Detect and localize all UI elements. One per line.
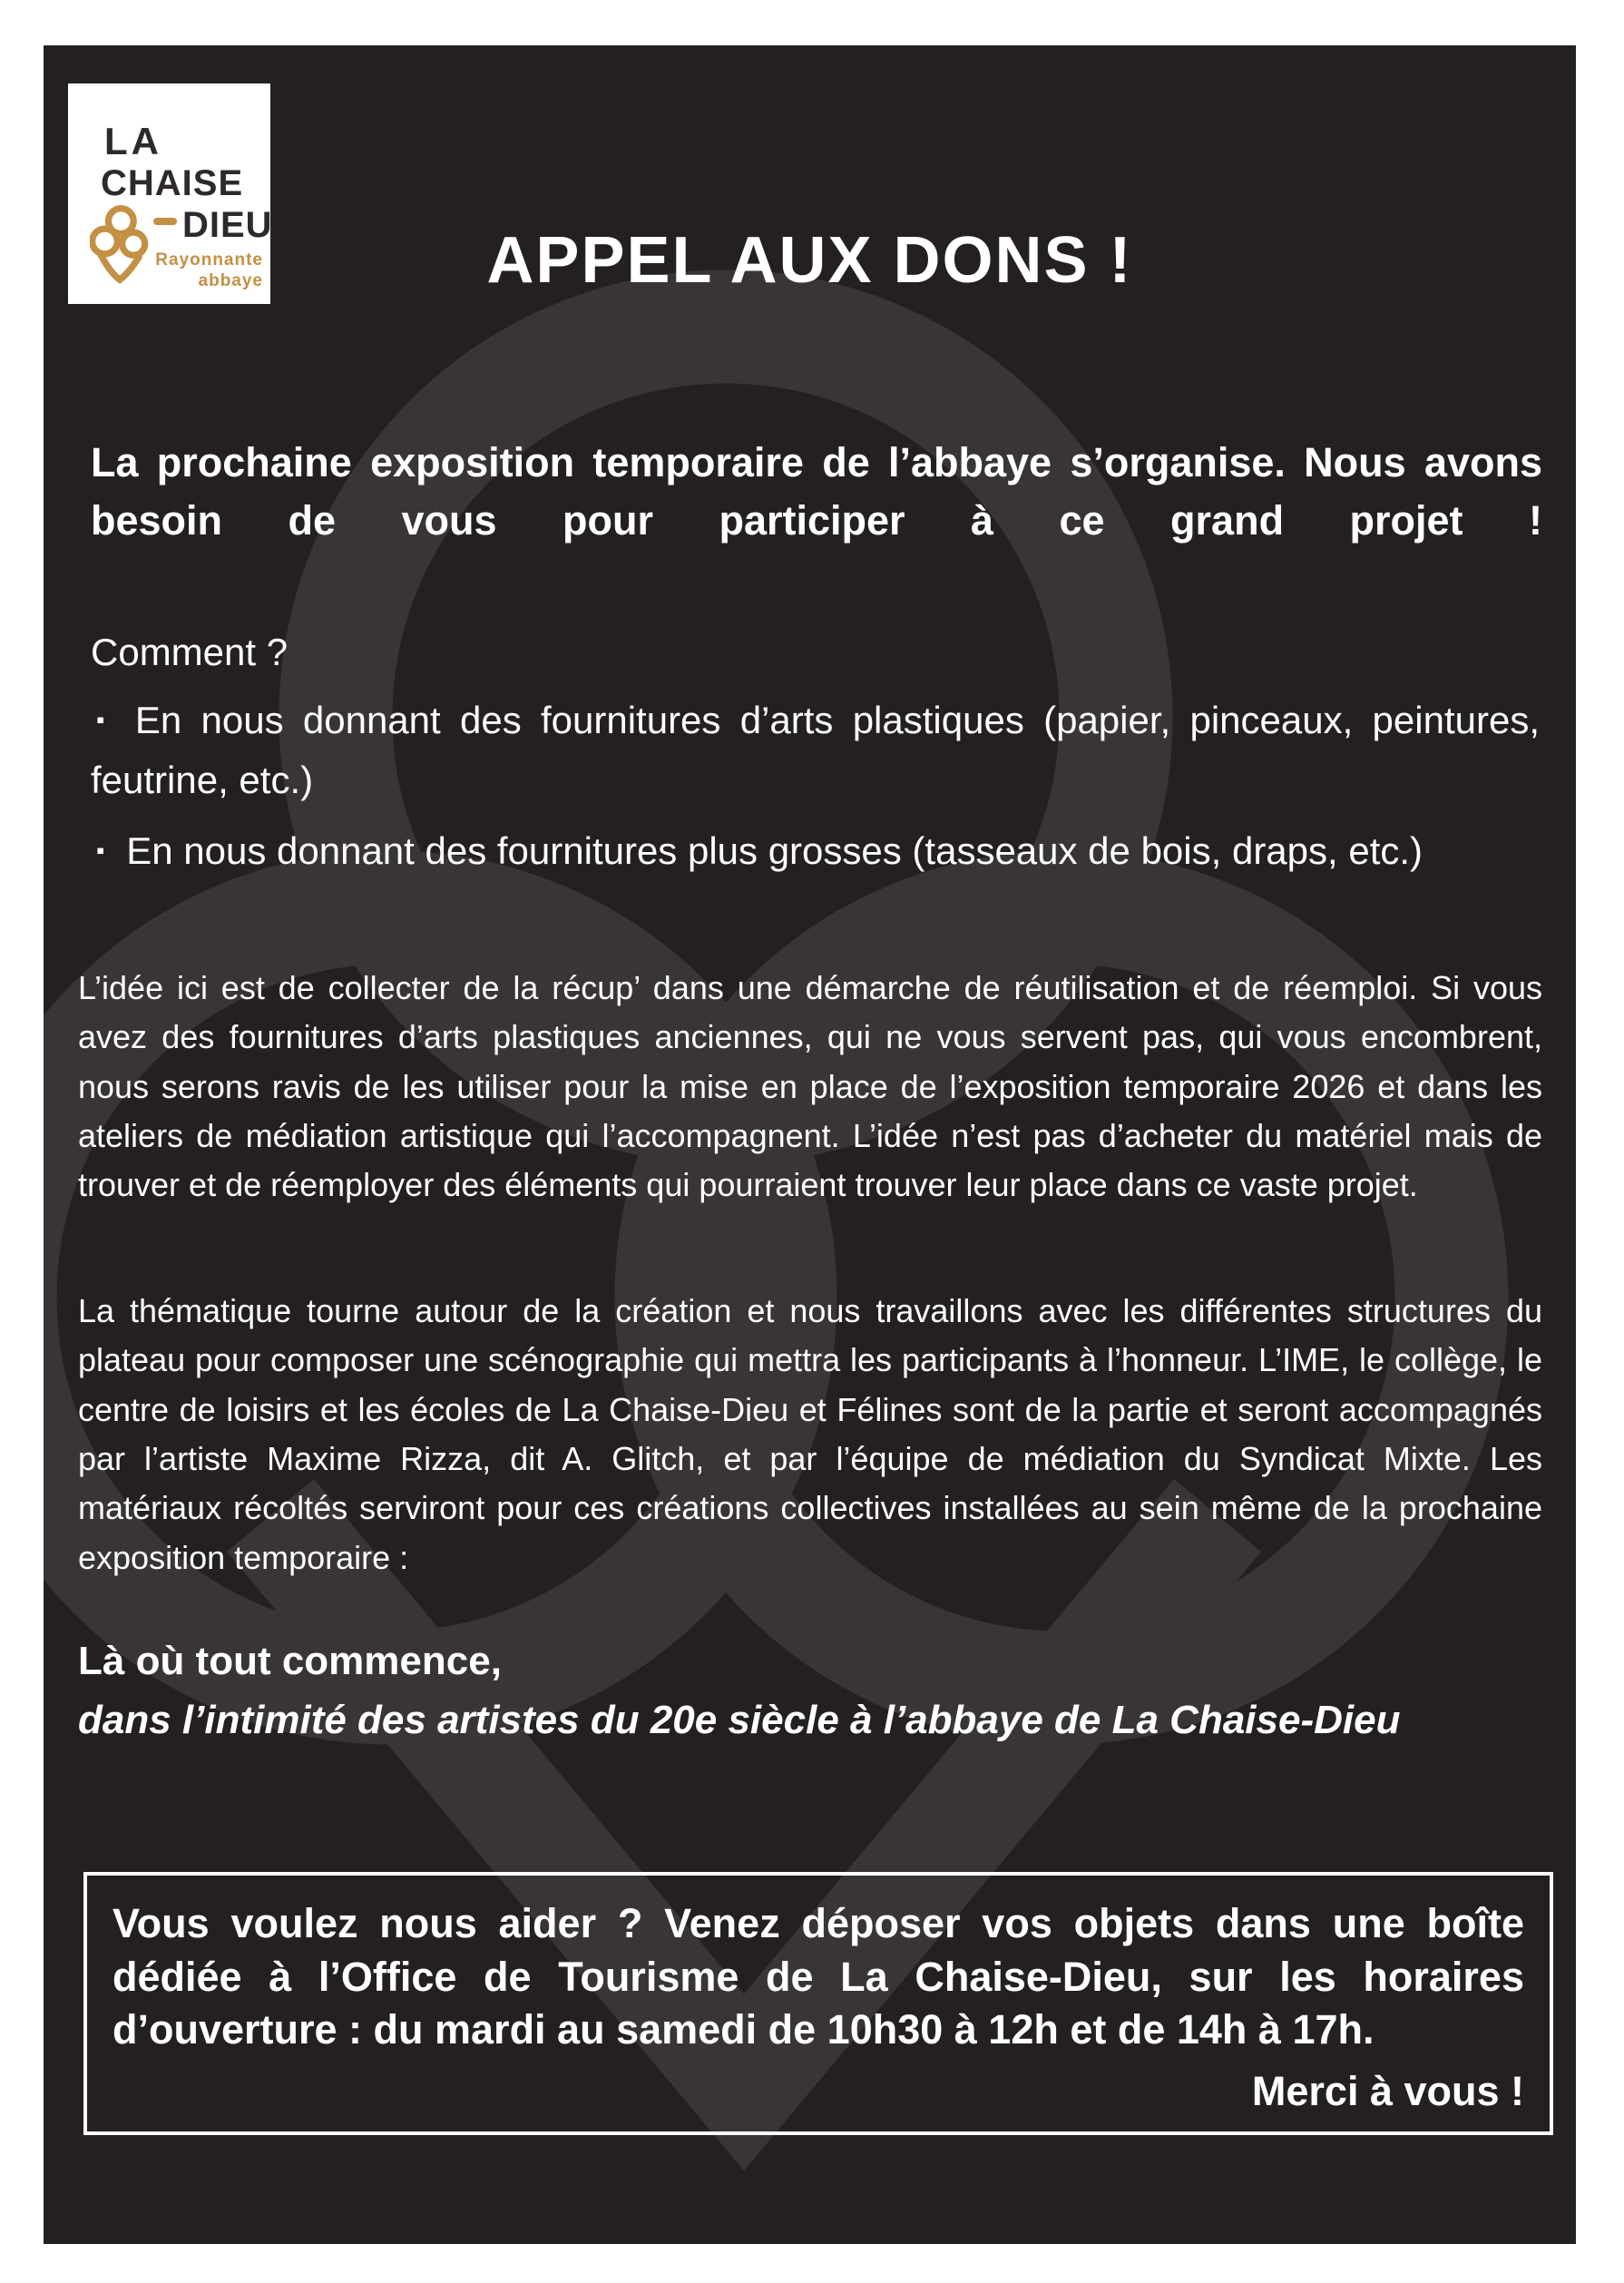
exhibition-title-line2: dans l’intimité des artistes du 20e siècle à l’abbaye de La Chaise-Dieu bbox=[78, 1698, 1401, 1743]
bullet-text: En nous donnant des fournitures plus grosses (tasseaux de bois, draps, etc.) bbox=[126, 828, 1423, 872]
logo-text-dieu: DIEU bbox=[182, 205, 273, 245]
logo-text-chaise: CHAISE bbox=[101, 163, 244, 203]
square-bullet-icon: ▪ bbox=[96, 836, 105, 864]
bullet-text: En nous donnant des fournitures d’arts plastiques (papier, pinceaux, peintures, feutrine, etc.) bbox=[91, 698, 1541, 801]
donation-dropoff-box bbox=[83, 1872, 1553, 2135]
how-heading: Comment ? bbox=[91, 631, 289, 673]
list-item bbox=[91, 691, 1540, 810]
body-paragraph-1: L’idée ici est de collecter de la récup’ dans une démarche de réutilisation et de réemploi. Si vous avez des fournitures d’arts plastiques anciennes, qui ne vous servent pas, qui vous encombrent, nous serons ravis de les utiliser pour la mise en place de l’exposition temporaire 2026 et dans les ateliers de médiation artistique qui l’accompagnent. L’idée n’est pas d’acheter du matériel mais de trouver et de réemployer des éléments qui pourraient trouver leur place dans ce vaste projet. bbox=[78, 969, 1542, 1204]
exhibition-title bbox=[78, 1631, 1542, 1749]
list-item bbox=[91, 821, 1540, 881]
logo-tagline-line1: Rayonnante bbox=[155, 250, 263, 269]
how-to-help-section bbox=[91, 626, 1540, 881]
thanks-text: Merci à vous ! bbox=[1251, 2067, 1524, 2114]
square-bullet-icon: ▪ bbox=[96, 705, 113, 733]
donation-dropoff-text: Vous voulez nous aider ? Venez déposer vos objets dans une boîte dédiée à l’Office de Tourisme de La Chaise-Dieu, sur les horaires d’ouverture : du mardi au samedi de 10h30 à 12h et de 14h à 17h. bbox=[113, 1900, 1524, 2053]
logo-text-la: LA bbox=[104, 120, 162, 162]
page-title: APPEL AUX DONS ! bbox=[486, 224, 1133, 297]
donation-poster bbox=[44, 45, 1576, 2244]
exhibition-title-line1: Là où tout commence, bbox=[78, 1639, 502, 1683]
intro-paragraph: La prochaine exposition temporaire de l’abbaye s’organise. Nous avons besoin de vous pour participer à ce grand projet ! bbox=[91, 439, 1542, 544]
logo-tagline-line2: abbaye bbox=[198, 270, 263, 290]
body-paragraph-2: La thématique tourne autour de la création et nous travaillons avec les différentes structures du plateau pour composer une scénographie qui mettra les participants à l’honneur. L’IME, le collège, le centre de loisirs et les écoles de La Chaise-Dieu et Félines sont de la partie et seront accompagnés par l’artiste Maxime Rizza, dit A. Glitch, et par l’équipe de médiation du Syndicat Mixte. Les matériaux récoltés serviront pour ces créations collectives installées au sein même de la prochaine exposition temporaire : bbox=[78, 1292, 1542, 1576]
